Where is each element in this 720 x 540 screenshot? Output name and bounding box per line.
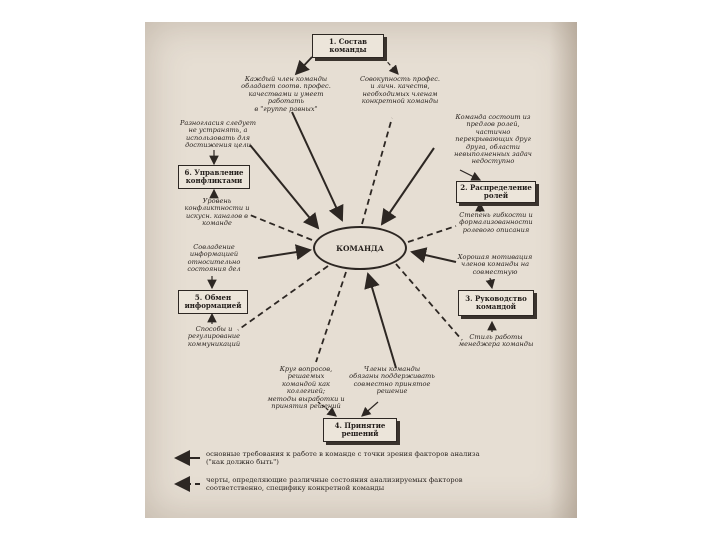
box-team-composition: 1. Состав команды (312, 34, 384, 58)
box-role-distribution: 2. Распределение ролей (456, 181, 536, 203)
note-decisions-trait: Круг вопросов, решаемых командой как коллегией; методы выработки и принятия решений (267, 365, 345, 411)
box-conflict-management: 6. Управление конфликтами (178, 165, 250, 189)
arrow-solid-upper-left (250, 145, 318, 228)
arrow-n4a-b4 (362, 402, 378, 416)
arrow-n2a-b2 (460, 170, 480, 180)
center-team-oval (313, 226, 407, 270)
legend-solid-text: основные требования к работе в команде с точки зрения факторов анализа ("как должно быть") (206, 450, 480, 466)
box-decision-making: 4. Принятие решений (323, 418, 397, 442)
center-label: КОМАНДА (336, 243, 384, 253)
arrow-dash-bottom (316, 272, 346, 362)
arrow-dash-left-down (238, 266, 328, 330)
arrow-solid-top-right (382, 148, 434, 224)
note-composition-trait: Совокупность профес. и личн. качеств, необходимых членам конкретной команды (359, 75, 441, 106)
arrow-dash-right-up (408, 226, 456, 242)
arrow-solid-right (412, 252, 456, 262)
box-information-exchange: 5. Обмен информацией (178, 290, 248, 314)
arrow-b1-left (296, 57, 312, 74)
note-info-trait-bottom: Способы и регулирование коммуникаций (187, 325, 241, 348)
arrow-n3a-b3 (490, 278, 492, 288)
note-conflict-trait: Уровень конфликтности и искусн. каналов в команде (184, 197, 250, 228)
arrow-solid-left (258, 250, 310, 258)
arrow-dash-left-up (250, 215, 312, 240)
note-roles-requirement: Команда состоит из предлов ролей, частично перекрывающих друг друга, области невыполненных задач недоступно (454, 113, 532, 166)
arrow-b1-right (383, 57, 398, 74)
arrow-dash-top (362, 118, 392, 224)
arrow-solid-bottom-right (368, 274, 396, 368)
box-team-leadership: 3. Руководство командой (458, 290, 534, 316)
note-roles-trait: Степень гибкости и формализованности ролевого описания (459, 211, 533, 234)
note-leadership-requirement: Хорошая мотивация членов команды на совместную (457, 253, 533, 276)
note-conflict-requirement: Разногласия следует не устранять, а использовать для достижения цели (179, 119, 257, 150)
note-info-requirement: Совладение информацией относительно состояния дел (187, 243, 241, 274)
note-composition-requirement: Каждый член команды обладает соотв. профес. качествами и умеет работать в "группе равных" (241, 75, 331, 113)
note-decisions-requirement: Члены команды обязаны поддерживать совместно принятое решение (349, 365, 435, 396)
arrow-solid-top-left (292, 112, 342, 220)
legend-dashed-text: черты, определяющие различные состояния анализируемых факторов соответственно, специфику конкретной команды (206, 476, 463, 492)
note-leadership-trait: Стиль работы менеджера команды (458, 333, 534, 349)
